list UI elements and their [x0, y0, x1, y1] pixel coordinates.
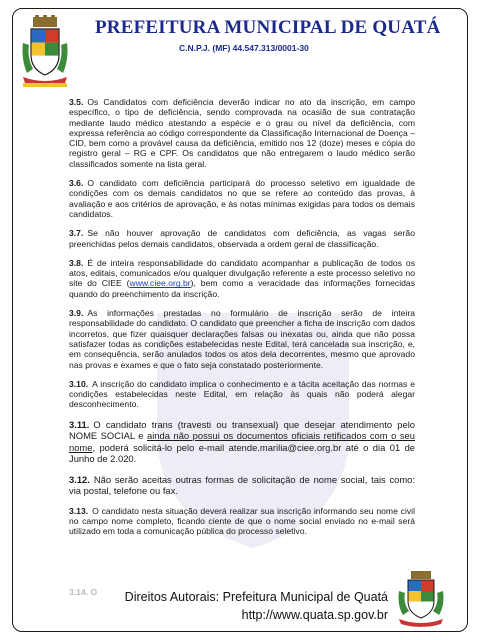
paragraph-text: A inscrição do candidato implica o conhecimento e a tácita aceitação das normas e condições estabelecidas neste Edital, em relação às quais não poderá alegar desconhecimento. [69, 378, 415, 410]
page-title: PREFEITURA MUNICIPAL DE QUATÁ [95, 17, 441, 38]
paragraph-3-8 [69, 258, 415, 299]
paragraph-number: 3.8. [69, 257, 84, 268]
paragraph-text: O [90, 587, 98, 597]
copyright-text: Direitos Autorais: Prefeitura Municipal de Quatá [124, 590, 388, 604]
website-url[interactable]: http://www.quata.sp.gov.br [241, 608, 388, 622]
crest-label: QUATÁ [414, 625, 428, 630]
document-page [12, 8, 468, 632]
paragraph-3-12 [69, 474, 415, 497]
paragraph-text: Os Candidatos com deficiência deverão indicar no ato da inscrição, em campo específico, o tipo de deficiência, sendo comprovada na ocasião de sua contratação mediante laudo médico atestando a espécie e o grau ou nível da deficiência, com expressa referência ao código correspondente da Classificação Internacional de Doença – CID, bem como a provável causa da deficiência, emitido nos 12 (doze) meses e cópia do registro geral – RG e CPF. Os candidatos que não entregarem o laudo médico serão classificados somente na lista geral. [69, 97, 415, 169]
paragraph-text: É de inteira responsabilidade do candidato acompanhar a publicação de todos os atos, editais, comunicados e/ou qualquer divulgação referente a este processo seletivo no site do CIEE ( [69, 257, 415, 289]
ciee-site-link[interactable]: www.ciee.org.br [129, 278, 191, 289]
document-body [69, 97, 415, 546]
paragraph-text: , poderá solicitá-lo pelo e-mail atende.marilia@ciee.org.br até o dia 01 de Junho de 2.020. [69, 441, 415, 465]
paragraph-number: 3.6. [69, 178, 84, 189]
paragraph-text: Se não houver aprovação de candidatos com deficiência, as vagas serão preenchidas pelos demais candidatos, observada a ordem geral de classificação. [69, 228, 415, 249]
cut-paragraph [69, 587, 97, 597]
paragraph-number: 3.14. [69, 587, 89, 597]
paragraph-3-5 [69, 97, 415, 169]
paragraph-number: 3.9. [69, 308, 84, 319]
paragraph-3-11 [69, 419, 415, 465]
underlined-text: ainda não possui os documentos oficiais retificados com o seu nome [69, 430, 415, 453]
coat-of-arms-icon [19, 15, 71, 89]
paragraph-number: 3.10. [69, 378, 89, 389]
paragraph-text: Não serão aceitas outras formas de solicitação de nome social, tais como: via postal, telefone ou fax. [69, 473, 415, 497]
paragraph-3-6 [69, 178, 415, 219]
paragraph-number: 3.13. [69, 505, 89, 516]
copyright-overlay [103, 584, 388, 630]
paragraph-number: 3.7. [69, 228, 84, 239]
paragraph-number: 3.11. [69, 418, 90, 430]
paragraph-3-13 [69, 506, 415, 537]
footer-coat-of-arms-icon [395, 569, 447, 631]
paragraph-text: O candidato com deficiência participará do processo seletivo em igualdade de condições com os demais candidatos no que se refere ao conteúdo das provas, à avaliação e aos critérios de aprovação, e às notas mínimas exigidas para todos os demais candidatos. [69, 178, 415, 219]
cnpj-number: C.N.P.J. (MF) 44.547.313/0001-30 [179, 43, 309, 53]
paragraph-number: 3.12. [69, 473, 90, 485]
paragraph-3-10 [69, 379, 415, 410]
paragraph-text: O candidato nesta situação deverá realizar sua inscrição informando seu nome civil no campo nome completo, ficando ciente de que o nome social enviado no e-mail será utilizado em toda a comunicação pública do processo seletivo. [69, 505, 415, 537]
paragraph-text: O candidato trans (travesti ou transexual) que desejar atendimento pelo NOME SOCIAL e [69, 418, 415, 442]
paragraph-text: As informações prestadas no formulário de inscrição serão de inteira responsabilidade do candidato. O candidato que preencher a ficha de inscrição com dados incorretos, que fizer quaisquer declarações falsas ou inexatas ou, ainda que não possa satisfazer todas as condições estabelecidas neste Edital, terá cancelada sua inscrição, e, em consequência, serão anulados todos os atos dela decorrentes, mesmo que aprovado nas provas e exames e que o fato seja constatado posteriormente. [69, 308, 415, 370]
paragraph-3-7 [69, 228, 415, 249]
paragraph-3-9 [69, 308, 415, 370]
paragraph-number: 3.5. [69, 97, 84, 107]
paragraph-text: ), bem como a veracidade das informações fornecidas quando do preenchimento da inscrição. [69, 278, 415, 299]
document-header [13, 9, 468, 91]
